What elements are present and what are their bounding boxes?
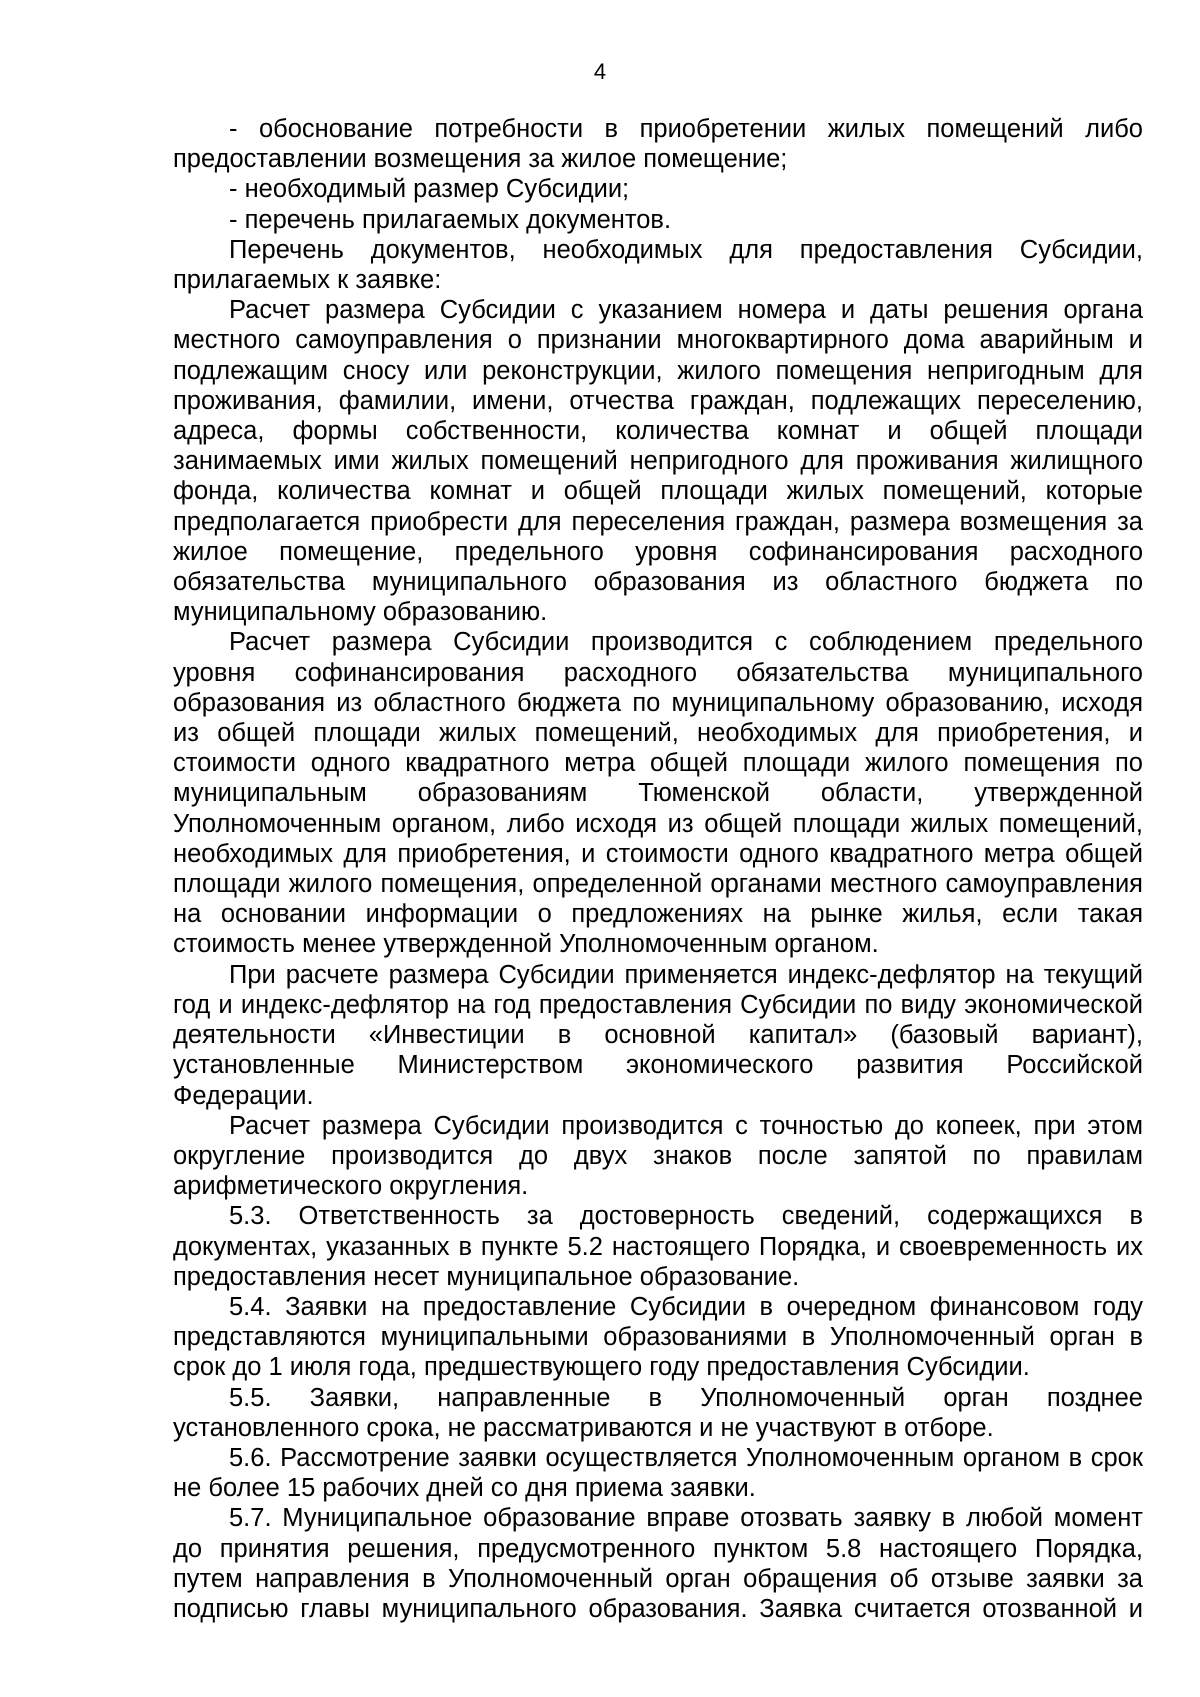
- clause-5-5: 5.5. Заявки, направленные в Уполномоченный орган позднее установленного срока, не рассматриваются и не участвуют в отборе.: [173, 1383, 1143, 1442]
- paragraph-required-documents: Перечень документов, необходимых для предоставления Субсидии, прилагаемых к заявке:: [173, 235, 1143, 295]
- page-number: 4: [593, 59, 607, 84]
- clause-5-4: 5.4. Заявки на предоставление Субсидии в очередном финансовом году представляются муниципальными образованиями в Уполномоченный орган в срок до 1 июля года, предшествующего году предоставления Субсидии.: [173, 1292, 1143, 1382]
- paragraph-justification: - обоснование потребности в приобретении жилых помещений либо предоставлении возмещения за жилое помещение;: [173, 115, 1143, 174]
- clause-5-3: 5.3. Ответственность за достоверность сведений, содержащихся в документах, указанных в пункте 5.2 настоящего Порядка, и своевременность их предоставления несет муниципальное образование.: [173, 1202, 1143, 1291]
- paragraph-rounding: Расчет размера Субсидии производится с точностью до копеек, при этом округление производится до двух знаков после запятой по правилам арифметического округления.: [173, 1111, 1143, 1201]
- paragraph-subsidy-calculation: Расчет размера Субсидии с указанием номера и даты решения органа местного самоуправления о признании многоквартирного дома аварийным и подлежащим сносу или реконструкции, жилого помещения непригодным для проживания, фамилии, имени, отчества граждан, подлежащих переселению, адреса, формы собственности, количества комнат и общей площади занимаемых ими жилых помещений непригодного для проживания жилищного фонда, количества комнат и общей площади жилых помещений, которые предполагается приобрести для переселения граждан, размера возмещения за жилое помещение, предельного уровня софинансирования расходного обязательства муниципального образования из областного бюджета по муниципальному образованию.: [173, 296, 1143, 627]
- clause-5-7: 5.7. Муниципальное образование вправе отозвать заявку в любой момент до принятия решения, предусмотренного пунктом 5.8 настоящего Порядка, путем направления в Уполномоченный орган обращения об отзыве заявки за подписью главы муниципального образования. Заявка считается отозванной и: [173, 1504, 1143, 1623]
- paragraph-calculation-method: Расчет размера Субсидии производится с соблюдением предельного уровня софинансирования расходного обязательства муниципального образования из областного бюджета по муниципальному образованию, исходя из общей площади жилых помещений, необходимых для приобретения, и стоимости одного квадратного метра общей площади жилого помещения по муниципальным образованиям Тюменской области, утвержденной Уполномоченным органом, либо исходя из общей площади жилых помещений, необходимых для приобретения, и стоимости одного квадратного метра общей площади жилого помещения, определенной органами местного самоуправления на основании информации о предложениях на рынке жилья, если такая стоимость менее утвержденной Уполномоченным органом.: [173, 628, 1143, 959]
- paragraph-subsidy-size: - необходимый размер Субсидии;: [229, 175, 630, 204]
- paragraph-deflator-index: При расчете размера Субсидии применяется индекс-дефлятор на текущий год и индекс-дефлятор на год предоставления Субсидии по виду экономической деятельности «Инвестиции в основной капитал» (базовый вариант), установленные Министерством экономического развития Российской Федерации.: [173, 960, 1143, 1110]
- clause-5-6: 5.6. Рассмотрение заявки осуществляется Уполномоченным органом в срок не более 15 рабочих дней со дня приема заявки.: [173, 1443, 1143, 1503]
- document-body: [173, 114, 1143, 1624]
- paragraph-documents-list: - перечень прилагаемых документов.: [229, 205, 672, 234]
